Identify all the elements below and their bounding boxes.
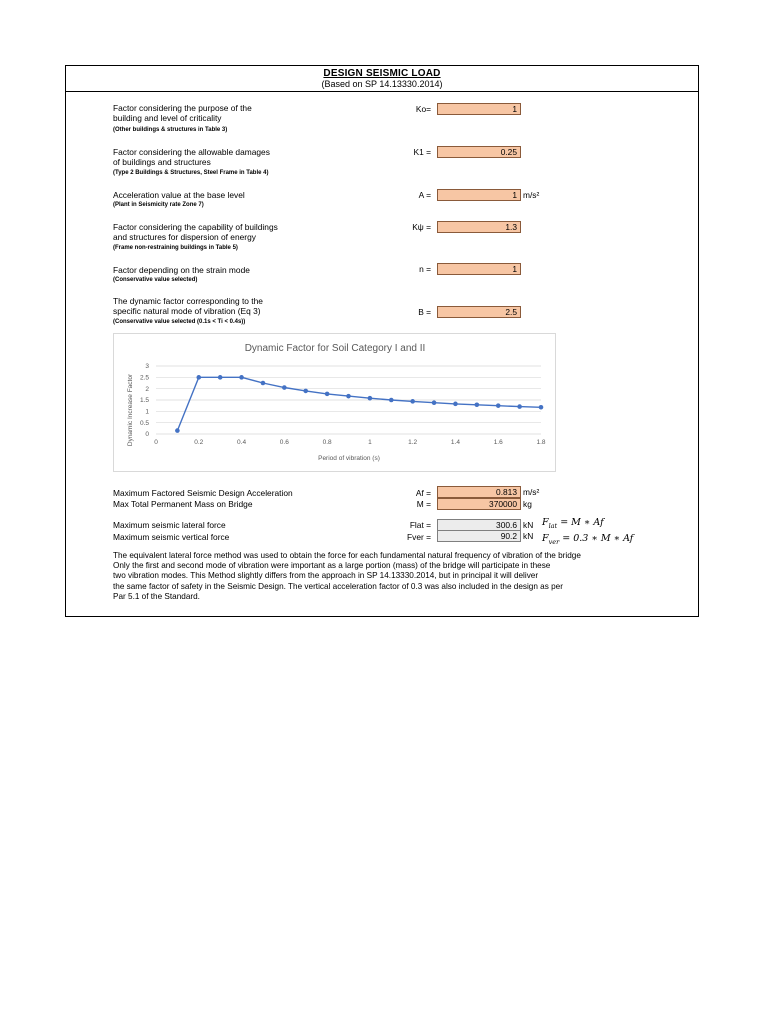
chart-data-point	[368, 396, 373, 401]
flat-formula: $F_{lat} = M$ ∗ Af	[542, 517, 604, 530]
chart-y-tick-label: 1.5	[139, 397, 149, 405]
chart-data-point	[261, 381, 266, 386]
chart-data-point	[325, 392, 330, 397]
chart-x-tick-label: 1	[368, 439, 372, 446]
factor-kpsi-label: Factor considering the capability of buildings and structures for dispersion of energy	[113, 222, 278, 242]
sheet-header	[65, 65, 699, 92]
fver-formula: $F_{ver} = 0.3$ ∗ M ∗ Af	[542, 533, 634, 546]
factor-k1-note: (Type 2 Buildings & Structures, Steel Frame in Table 4)	[113, 170, 269, 176]
chart-y-tick-label: 0.5	[139, 419, 149, 427]
factor-a-note: (Plant in Seismicity rate Zone 7)	[113, 202, 204, 208]
chart-x-tick-label: 1.6	[493, 439, 503, 446]
flat-value[interactable]: 300.6	[437, 519, 521, 531]
factor-b-value[interactable]: 2.5	[437, 306, 521, 318]
paragraph-line: The equivalent lateral force method was used to obtain the force for each fundamental natural frequency of vibration of the bridge	[113, 551, 581, 560]
flat-symbol: Flat =	[409, 520, 431, 530]
chart-data-point	[282, 385, 287, 390]
paragraph-line: Par 5.1 of the Standard.	[113, 591, 200, 601]
fver-symbol: Fver =	[407, 532, 431, 542]
chart-x-tick-label: 0	[154, 439, 158, 446]
chart-y-tick-label: 0	[145, 431, 149, 439]
flat-label: Maximum seismic lateral force	[113, 520, 226, 530]
factor-b-label: The dynamic factor corresponding to the specific natural mode of vibration (Eq 3)	[113, 296, 263, 316]
factor-kpsi-note: (Frame non-restraining buildings in Table 5)	[113, 245, 238, 251]
factor-k1-label: Factor considering the allowable damages of buildings and structures	[113, 147, 270, 167]
factor-kpsi-symbol: Kψ =	[412, 222, 431, 232]
chart-x-tick-label: 0.6	[279, 439, 289, 446]
factor-ko-note: (Other buildings & structures in Table 3)	[113, 127, 228, 133]
af-unit: m/s²	[523, 487, 540, 497]
factor-n-label: Factor depending on the strain mode	[113, 265, 250, 275]
paragraph-line: two vibration modes. This Method slightly differs from the approach in SP 14.13330.2014, but in principal it will deliver	[113, 571, 539, 581]
chart-data-point	[196, 375, 201, 380]
factor-a-label: Acceleration value at the base level	[113, 190, 245, 200]
chart-y-axis-label: Dynamic Increase Factor	[127, 373, 134, 447]
chart-x-tick-label: 1.4	[450, 439, 460, 446]
chart-x-tick-label: 0.2	[194, 439, 204, 446]
chart-data-point	[410, 399, 415, 404]
chart-x-axis-label: Period of vibration (s)	[318, 455, 380, 462]
chart-svg	[114, 334, 555, 471]
factor-n-note: (Conservative value selected)	[113, 277, 198, 283]
chart-data-point	[239, 375, 244, 380]
chart-data-point	[389, 398, 394, 403]
fver-unit: kN	[523, 531, 534, 541]
factor-b-note: (Conservative value selected (0.1s < Ti < 0.4s))	[113, 319, 246, 325]
factor-k1-value[interactable]: 0.25	[437, 146, 521, 158]
page-subtitle: (Based on SP 14.13330.2014)	[321, 79, 443, 89]
chart-x-tick-label: 0.8	[322, 439, 332, 446]
paragraph-line: Only the first and second mode of vibration were important as a large portion (mass) of the bridge will participate in these	[113, 561, 551, 571]
mass-unit: kg	[523, 499, 532, 509]
chart-data-point	[517, 404, 522, 409]
factor-a-unit: m/s²	[523, 190, 540, 200]
chart-y-tick-label: 2.5	[139, 374, 149, 382]
chart-data-point	[175, 428, 180, 433]
factor-kpsi-value[interactable]: 1.3	[437, 221, 521, 233]
factor-a-symbol: A =	[418, 190, 431, 200]
chart-data-point	[218, 375, 223, 380]
chart-x-tick-label: 1.8	[536, 439, 546, 446]
mass-value[interactable]: 370000	[437, 498, 521, 510]
af-value[interactable]: 0.813	[437, 486, 521, 498]
chart-data-point	[475, 402, 480, 407]
chart-data-point	[346, 394, 351, 399]
fver-label: Maximum seismic vertical force	[113, 532, 230, 542]
factor-n-value[interactable]: 1	[437, 263, 521, 275]
factor-n-symbol: n =	[419, 264, 431, 274]
fver-value[interactable]: 90.2	[437, 530, 521, 542]
chart-data-point	[303, 389, 308, 394]
factor-ko-value[interactable]: 1	[437, 103, 521, 115]
af-symbol: Af =	[415, 488, 431, 498]
dynamic-factor-chart	[113, 333, 556, 472]
factor-k1-symbol: K1 =	[413, 147, 431, 157]
chart-y-tick-label: 1	[145, 408, 149, 416]
chart-data-point	[496, 403, 501, 408]
method-paragraph	[113, 551, 693, 602]
chart-data-point	[539, 405, 544, 410]
chart-x-tick-label: 0.4	[237, 439, 247, 446]
chart-x-tick-label: 1.2	[408, 439, 418, 446]
chart-y-tick-label: 3	[145, 363, 149, 371]
factor-b-symbol: B =	[418, 307, 431, 317]
af-label: Maximum Factored Seismic Design Acceleration	[113, 488, 293, 498]
chart-title: Dynamic Factor for Soil Category I and II	[244, 343, 426, 354]
mass-label: Max Total Permanent Mass on Bridge	[113, 499, 253, 509]
factor-ko-symbol: Ko=	[415, 104, 431, 114]
page-title: DESIGN SEISMIC LOAD	[323, 68, 441, 79]
chart-y-tick-label: 2	[145, 385, 149, 393]
factor-a-value[interactable]: 1	[437, 189, 521, 201]
factor-ko-label: Factor considering the purpose of the building and level of criticality	[113, 103, 252, 123]
chart-data-point	[432, 400, 437, 405]
flat-unit: kN	[523, 520, 534, 530]
mass-symbol: M =	[416, 499, 431, 509]
chart-data-point	[453, 402, 458, 407]
paragraph-line: the same factor of safety in the Seismic Design. The vertical acceleration factor of 0.3 was also included in the design as per	[113, 581, 563, 591]
